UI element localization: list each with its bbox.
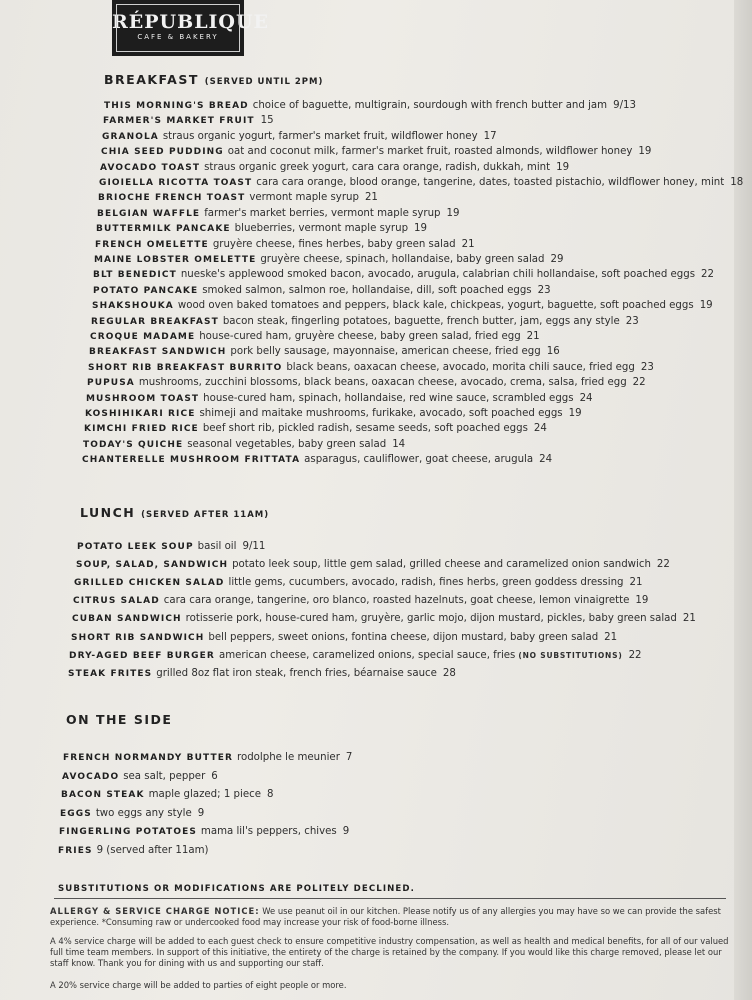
menu-item-price: 19 bbox=[699, 300, 713, 311]
menu-item-description: bell peppers, sweet onions, fontina cheese, dijon mustard, baby green salad bbox=[208, 632, 599, 643]
party-charge-notice: A 20% service charge will be added to parties of eight people or more. bbox=[50, 980, 347, 990]
menu-item bbox=[63, 751, 352, 765]
menu-item-name: POTATO PANCAKE bbox=[93, 286, 199, 296]
menu-item bbox=[82, 453, 552, 467]
menu-item-description: straus organic greek yogurt, cara cara orange, radish, dukkah, mint bbox=[204, 162, 551, 173]
menu-item-name: AVOCADO bbox=[62, 772, 120, 782]
lunch-note: (SERVED AFTER 11AM) bbox=[141, 510, 270, 520]
menu-item-description: choice of baguette, multigrain, sourdough with french butter and jam bbox=[252, 100, 608, 111]
menu-item-description: gruyère cheese, spinach, hollandaise, baby green salad bbox=[260, 254, 545, 265]
menu-item-description: gruyère cheese, fines herbes, baby green salad bbox=[212, 239, 456, 250]
menu-item bbox=[85, 407, 582, 421]
menu-item-description: smoked salmon, salmon roe, hollandaise, dill, soft poached eggs bbox=[202, 285, 532, 296]
menu-item bbox=[97, 207, 460, 221]
menu-item-name: GRILLED CHICKEN SALAD bbox=[74, 578, 225, 588]
menu-item-price: 21 bbox=[604, 632, 618, 643]
menu-item-price: 14 bbox=[392, 439, 406, 450]
side-title: ON THE SIDE bbox=[66, 712, 173, 727]
allergy-notice bbox=[50, 906, 730, 928]
menu-item-description: rotisserie pork, house-cured ham, gruyère, garlic mojo, dijon mustard, pickles, baby green salad bbox=[185, 613, 677, 624]
allergy-heading: ALLERGY & SERVICE CHARGE NOTICE: bbox=[50, 906, 260, 916]
menu-item-name: SHORT RIB SANDWICH bbox=[71, 633, 205, 643]
lunch-title: LUNCH (SERVED AFTER 11AM) bbox=[80, 505, 270, 520]
menu-item bbox=[60, 807, 204, 821]
menu-item-description: asparagus, cauliflower, goat cheese, arugula bbox=[304, 454, 534, 465]
menu-item bbox=[72, 612, 696, 626]
menu-item-price: 19 bbox=[568, 408, 582, 419]
menu-item-price: 24 bbox=[533, 423, 547, 434]
menu-item-name: BREAKFAST SANDWICH bbox=[89, 347, 227, 357]
menu-item-name: MAINE LOBSTER OMELETTE bbox=[94, 255, 257, 265]
menu-item-price: 23 bbox=[640, 362, 654, 373]
menu-item-price: 6 bbox=[211, 771, 218, 782]
menu-item bbox=[101, 145, 651, 159]
menu-item bbox=[68, 667, 456, 681]
menu-item bbox=[104, 99, 636, 113]
menu-item-price: 18 bbox=[730, 177, 744, 188]
menu-item-price: 23 bbox=[537, 285, 551, 296]
menu-item-name: MUSHROOM TOAST bbox=[86, 394, 200, 404]
menu-item-name: DRY-AGED BEEF BURGER bbox=[69, 651, 215, 661]
breakfast-note: (SERVED UNTIL 2PM) bbox=[204, 77, 324, 87]
menu-item-name: CUBAN SANDWICH bbox=[72, 614, 182, 624]
menu-item-price: 9 bbox=[342, 826, 350, 837]
menu-item-description: grilled 8oz flat iron steak, french fries, béarnaise sauce bbox=[156, 668, 437, 679]
menu-item-name: GIOIELLA RICOTTA TOAST bbox=[99, 178, 253, 188]
menu-item bbox=[58, 844, 208, 858]
menu-item-price: 17 bbox=[483, 131, 497, 142]
menu-item bbox=[69, 649, 642, 663]
menu-item-price: 9/11 bbox=[242, 541, 266, 552]
menu-item-price: 23 bbox=[625, 316, 639, 327]
menu-item-description: 9 (served after 11am) bbox=[96, 845, 209, 856]
menu-item-description: little gems, cucumbers, avocado, radish, fines herbs, green goddess dressing bbox=[228, 577, 624, 588]
menu-item-price: 22 bbox=[628, 650, 642, 661]
menu-item-name: BRIOCHE FRENCH TOAST bbox=[98, 193, 246, 203]
menu-item bbox=[92, 299, 713, 313]
menu-item-description: cara cara orange, blood orange, tangerine, dates, toasted pistachio, wildflower honey, mint bbox=[256, 177, 725, 188]
menu-item-description: mushrooms, zucchini blossoms, black beans, oaxacan cheese, avocado, crema, salsa, fried egg bbox=[138, 377, 627, 388]
menu-item-description: shimeji and maitake mushrooms, furikake, avocado, soft poached eggs bbox=[199, 408, 563, 419]
menu-item-price: 22 bbox=[701, 269, 714, 280]
menu-item-price: 21 bbox=[526, 331, 540, 342]
menu-item-description: vermont maple syrup bbox=[249, 192, 359, 203]
menu-item-description: house-cured ham, gruyère cheese, baby green salad, fried egg bbox=[199, 331, 521, 342]
menu-item-price: 9 bbox=[197, 808, 205, 819]
menu-item-name: BACON STEAK bbox=[61, 790, 145, 800]
menu-item-name: BELGIAN WAFFLE bbox=[97, 209, 201, 219]
menu-item-price: 21 bbox=[461, 239, 475, 250]
divider bbox=[54, 898, 726, 899]
menu-item-description: maple glazed; 1 piece bbox=[148, 789, 261, 800]
menu-item-price: 22 bbox=[632, 377, 646, 388]
menu-item-name: KOSHIHIKARI RICE bbox=[85, 409, 196, 419]
menu-item-price: 19 bbox=[556, 162, 570, 173]
menu-item bbox=[74, 576, 642, 590]
menu-item-description: black beans, oaxacan cheese, avocado, morita chili sauce, fried egg bbox=[286, 362, 635, 373]
menu-item-price: 28 bbox=[442, 668, 456, 679]
menu-item bbox=[98, 191, 378, 205]
menu-item bbox=[77, 540, 265, 554]
menu-item-description: farmer's market berries, vermont maple syrup bbox=[204, 208, 441, 219]
menu-item-name: EGGS bbox=[60, 809, 92, 819]
menu-item-price: 21 bbox=[364, 192, 378, 203]
menu-item bbox=[100, 161, 569, 175]
service-charge-notice: A 4% service charge will be added to each guest check to ensure competitive industry compensation, as well as health and medical benefits, for all of our valued full time team members. In support of this initiative, the entirety of the charge is retained by the company. If you would like this charge removed, please let our staff know. Thank you for dining with us and supporting our staff. bbox=[50, 936, 729, 968]
menu-item-description: seasonal vegetables, baby green salad bbox=[187, 439, 387, 450]
menu-item-price: 24 bbox=[579, 393, 593, 404]
menu-item bbox=[93, 284, 551, 298]
menu-item-description: two eggs any style bbox=[95, 808, 192, 819]
menu-item-price: 21 bbox=[682, 613, 696, 624]
substitutions-notice: SUBSTITUTIONS OR MODIFICATIONS ARE POLITELY DECLINED. bbox=[58, 884, 415, 894]
menu-item bbox=[84, 422, 547, 436]
menu-item-price: 9/13 bbox=[613, 100, 636, 111]
menu-item bbox=[71, 631, 617, 645]
menu-item-name: FRIES bbox=[58, 846, 93, 856]
menu-item-name: AVOCADO TOAST bbox=[100, 163, 201, 173]
menu-item-name: REGULAR BREAKFAST bbox=[91, 317, 219, 327]
menu-item-description: bacon steak, fingerling potatoes, baguette, french butter, jam, eggs any style bbox=[222, 316, 620, 327]
menu-item-name: STEAK FRITES bbox=[68, 669, 153, 679]
menu-item-name: SHAKSHOUKA bbox=[92, 301, 174, 311]
menu-item-name: GRANOLA bbox=[102, 132, 159, 142]
menu-item bbox=[91, 315, 639, 329]
menu-item-name: CHANTERELLE MUSHROOM FRITTATA bbox=[82, 455, 301, 465]
menu-item bbox=[93, 268, 714, 282]
menu-item bbox=[94, 253, 563, 267]
menu-item-description: cara cara orange, tangerine, oro blanco, roasted hazelnuts, goat cheese, lemon vinaigrette bbox=[163, 595, 630, 606]
menu-item-name: CITRUS SALAD bbox=[73, 596, 160, 606]
menu-item-price: 29 bbox=[550, 254, 564, 265]
menu-item bbox=[61, 788, 273, 802]
menu-item-price: 19 bbox=[635, 595, 649, 606]
menu-item bbox=[103, 114, 274, 128]
menu-item-description: potato leek soup, little gem salad, grilled cheese and caramelized onion sandwich bbox=[232, 559, 651, 570]
menu-item-price: 19 bbox=[414, 223, 428, 234]
menu-item-description: oat and coconut milk, farmer's market fruit, roasted almonds, wildflower honey bbox=[227, 146, 633, 157]
menu-item bbox=[102, 130, 497, 144]
menu-item-name: SOUP, SALAD, SANDWICH bbox=[76, 560, 229, 570]
menu-item-price: 19 bbox=[638, 146, 652, 157]
menu-item-name: SHORT RIB BREAKFAST BURRITO bbox=[88, 363, 283, 373]
menu-item bbox=[87, 376, 646, 390]
menu-item-name: FARMER'S MARKET FRUIT bbox=[103, 116, 255, 126]
menu-item bbox=[89, 345, 560, 359]
menu-item-name: FRENCH NORMANDY BUTTER bbox=[63, 753, 233, 763]
menu-item-description: nueske's applewood smoked bacon, avocado, arugula, calabrian chili hollandaise, soft poached eggs bbox=[180, 269, 696, 280]
menu-item-price: 24 bbox=[539, 454, 553, 465]
logo-subtitle: CAFE & BAKERY bbox=[137, 33, 219, 41]
page-edge bbox=[734, 0, 752, 1000]
menu-item bbox=[73, 594, 648, 608]
menu-item-description: american cheese, caramelized onions, special sauce, fries bbox=[218, 650, 516, 661]
menu-item bbox=[96, 222, 427, 236]
menu-item-price: 16 bbox=[546, 346, 560, 357]
menu-item-description: straus organic yogurt, farmer's market fruit, wildflower honey bbox=[162, 131, 478, 142]
menu-item bbox=[99, 176, 743, 190]
menu-item-description: house-cured ham, spinach, hollandaise, red wine sauce, scrambled eggs bbox=[203, 393, 574, 404]
allergy-text: We use peanut oil in our kitchen. Please notify us of any allergies you may have so we can provide the safest experience. *Consuming raw or undercooked food may increase your risk of food-borne illness. bbox=[50, 906, 721, 927]
menu-item-name: FINGERLING POTATOES bbox=[59, 827, 197, 837]
menu-item-description: blueberries, vermont maple syrup bbox=[234, 223, 409, 234]
no-substitutions-note: (NO SUBSTITUTIONS) bbox=[518, 651, 623, 660]
menu-item bbox=[95, 238, 475, 252]
menu-item bbox=[76, 558, 670, 572]
menu-item-name: POTATO LEEK SOUP bbox=[77, 542, 194, 552]
menu-item-name: KIMCHI FRIED RICE bbox=[84, 424, 199, 434]
menu-item-price: 15 bbox=[260, 115, 274, 126]
menu-item bbox=[86, 392, 593, 406]
logo-name: RÉPUBLIQUE bbox=[112, 11, 270, 33]
menu-item-price: 8 bbox=[266, 789, 274, 800]
menu-item-price: 22 bbox=[656, 559, 670, 570]
menu-item-description: basil oil bbox=[197, 541, 237, 552]
menu-item-name: CHIA SEED PUDDING bbox=[101, 147, 224, 157]
menu-item-description: mama lil's peppers, chives bbox=[200, 826, 337, 837]
menu-item-name: THIS MORNING'S BREAD bbox=[104, 101, 249, 111]
menu-item-description: rodolphe le meunier bbox=[237, 752, 340, 763]
menu-item bbox=[90, 330, 540, 344]
menu-item-name: FRENCH OMELETTE bbox=[95, 240, 209, 250]
breakfast-title: BREAKFAST (SERVED UNTIL 2PM) bbox=[104, 72, 324, 87]
menu-item-name: CROQUE MADAME bbox=[90, 332, 196, 342]
menu-item-description: wood oven baked tomatoes and peppers, black kale, chickpeas, yogurt, baguette, soft poached eggs bbox=[177, 300, 694, 311]
logo bbox=[112, 0, 270, 56]
menu-item-price: 19 bbox=[446, 208, 460, 219]
menu-item-description: sea salt, pepper bbox=[123, 771, 206, 782]
menu-item-name: PUPUSA bbox=[87, 378, 135, 388]
menu-item-price: 7 bbox=[345, 752, 353, 763]
menu-item bbox=[83, 438, 405, 452]
menu-item bbox=[88, 361, 654, 375]
menu-item bbox=[62, 770, 218, 784]
menu-item-description: pork belly sausage, mayonnaise, american cheese, fried egg bbox=[230, 346, 541, 357]
menu-item bbox=[59, 825, 349, 839]
menu-item-name: BUTTERMILK PANCAKE bbox=[96, 224, 231, 234]
menu-item-name: BLT BENEDICT bbox=[93, 270, 177, 280]
menu-item-name: TODAY'S QUICHE bbox=[83, 440, 184, 450]
menu-item-price: 21 bbox=[629, 577, 643, 588]
menu-item-description: beef short rib, pickled radish, sesame seeds, soft poached eggs bbox=[202, 423, 528, 434]
